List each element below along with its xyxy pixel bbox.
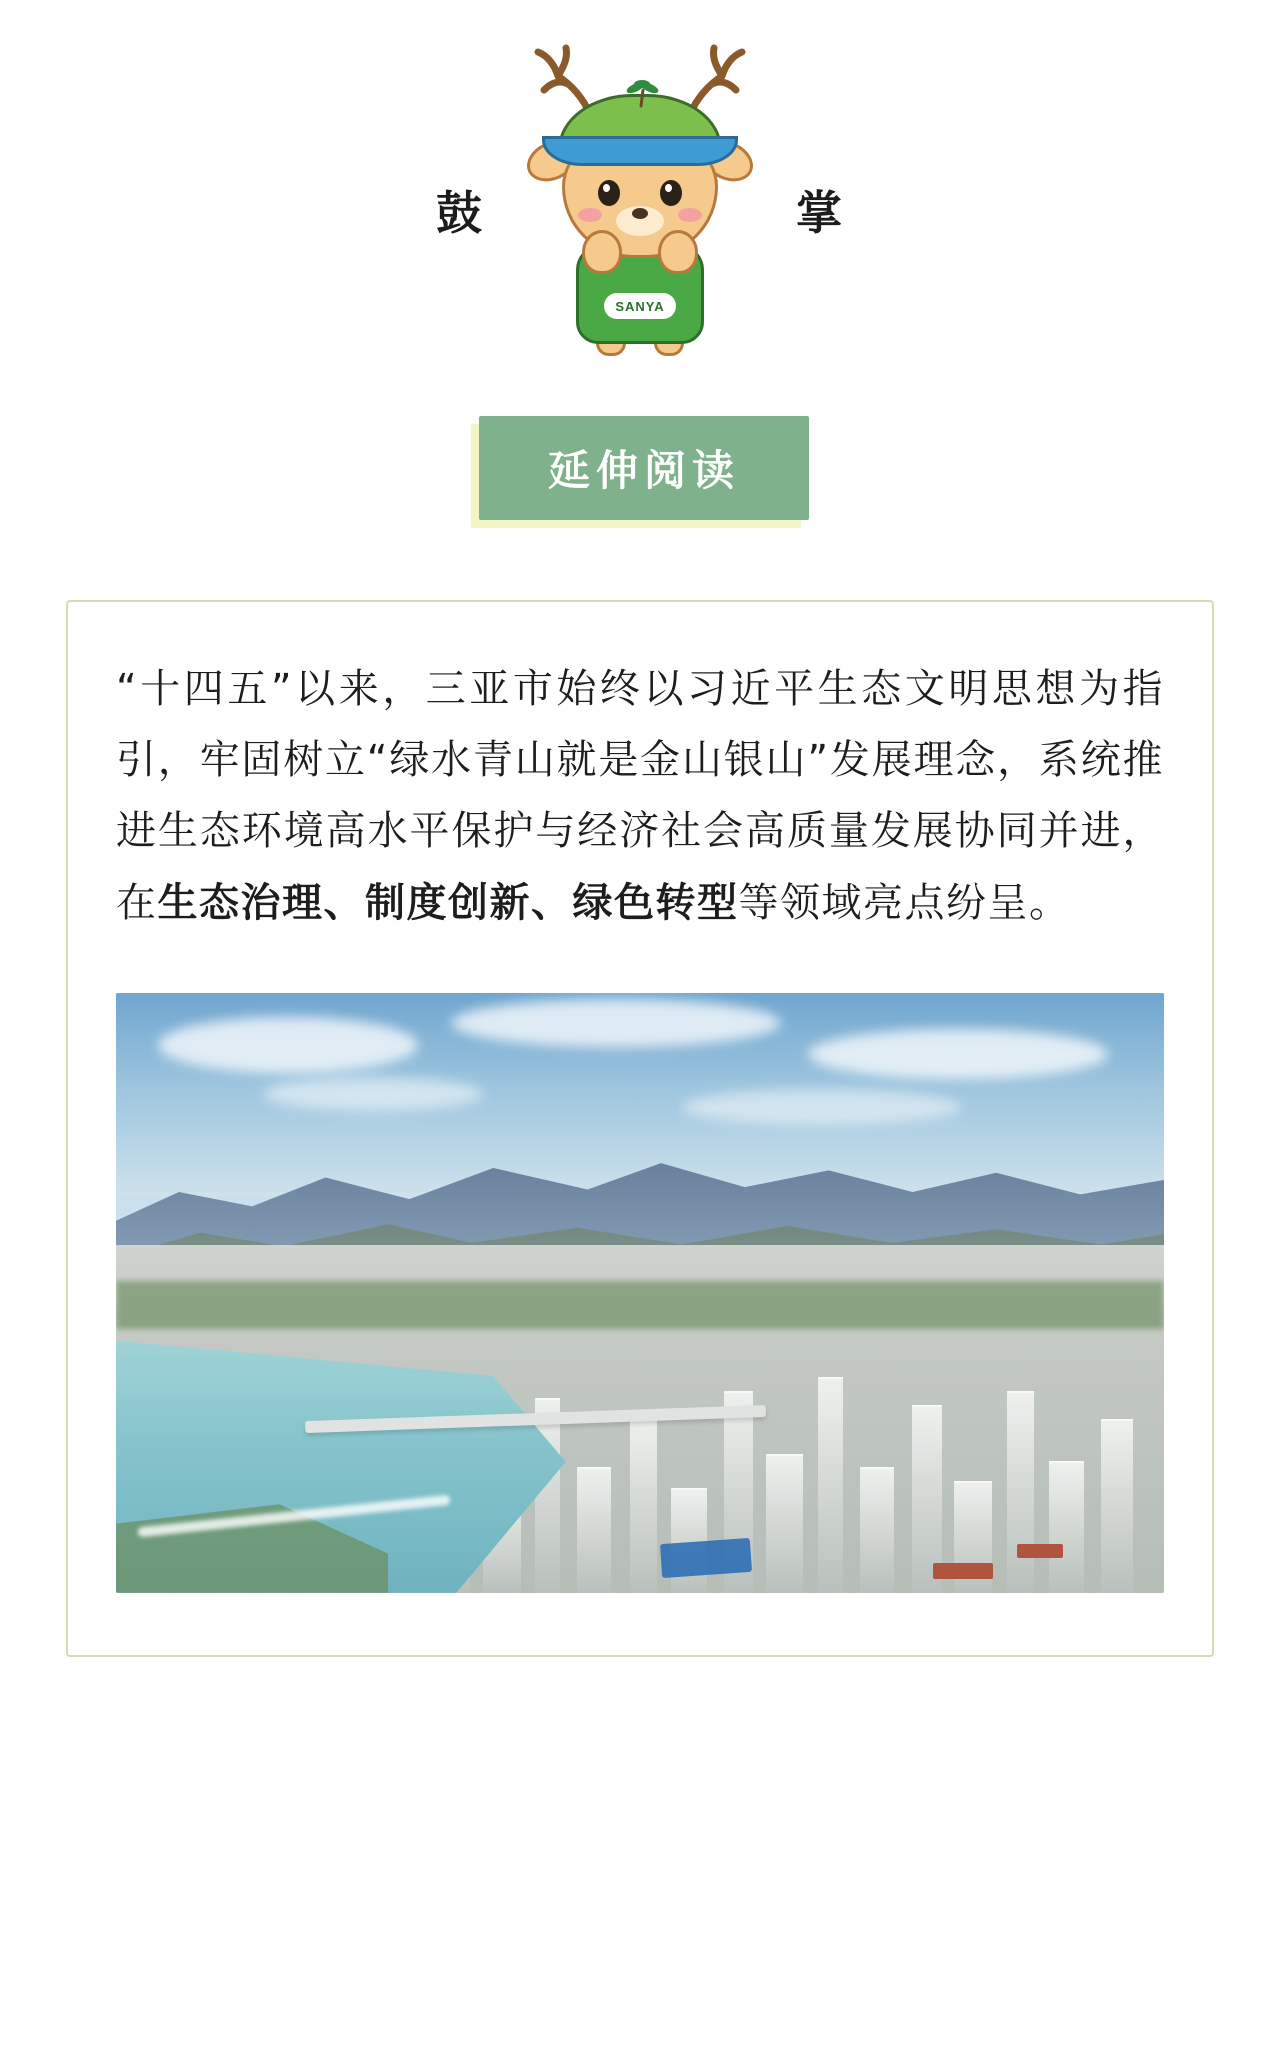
paragraph-text-part2: 等领域亮点纷呈。 (738, 879, 1071, 926)
section-label-outer (471, 410, 809, 530)
deer-eye-right (660, 180, 682, 206)
photo-sports-court (660, 1538, 752, 1578)
deer-cheek-right (678, 208, 702, 222)
deer-mascot-illustration (520, 30, 760, 360)
deer-nose (632, 208, 648, 219)
applause-text-right: 掌 (796, 186, 844, 240)
section-label-block (0, 400, 1280, 600)
photo-cloud (682, 1089, 962, 1125)
deer-hand-right (658, 230, 698, 274)
mascot-applause-block (0, 0, 1280, 400)
mascot-wrap (430, 30, 850, 370)
deer-hand-left (582, 230, 622, 274)
article-paragraph (116, 654, 1164, 939)
deer-eye-left (598, 180, 620, 206)
paragraph-text-part1: “十四五”以来，三亚市始终以习近平生态文明思想为指引，牢固树立“绿水青山就是金山银山”发展理念，系统推进生态环境高水平保护与经济社会高质量发展协同并进，在 (116, 666, 1164, 926)
shirt-logo-text: SANYA (604, 293, 676, 319)
applause-text-left: 鼓 (436, 186, 484, 240)
content-card (66, 600, 1214, 1657)
photo-cloud (263, 1077, 483, 1111)
city-bay-aerial-photo (116, 993, 1164, 1593)
cap-brim (542, 136, 738, 166)
deer-cheek-left (578, 208, 602, 222)
paragraph-emphasis: 生态治理、制度创新、绿色转型 (157, 879, 739, 926)
section-label-further-reading: 延伸阅读 (479, 416, 809, 520)
photo-cloud (808, 1029, 1108, 1079)
palm-tree-icon (624, 78, 660, 108)
photo-cloud (158, 1017, 418, 1073)
photo-treeline (116, 1281, 1164, 1329)
photo-cloud (451, 999, 781, 1047)
